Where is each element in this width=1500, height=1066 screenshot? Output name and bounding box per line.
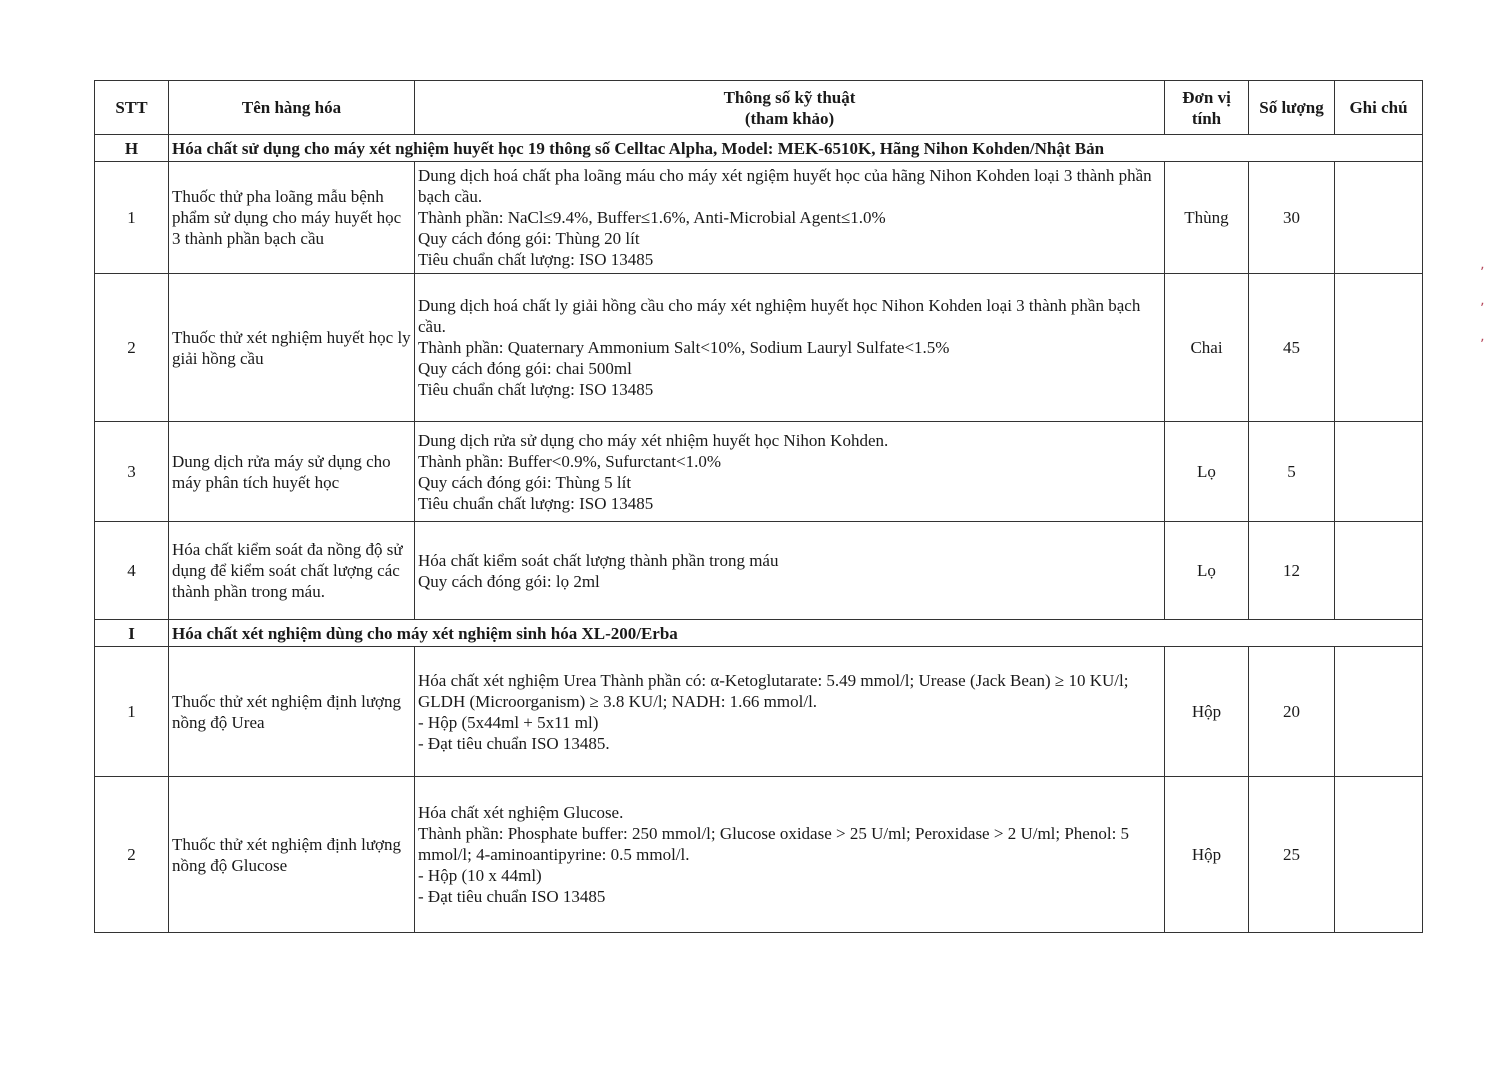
item-spec — [415, 274, 1165, 422]
item-unit: Lọ — [1165, 422, 1249, 522]
item-qty: 30 — [1249, 162, 1335, 274]
header-qty: Số lượng — [1249, 81, 1335, 135]
specification-table — [94, 80, 1423, 933]
spec-line: Quy cách đóng gói: lọ 2ml — [418, 571, 600, 591]
spec-line: Tiêu chuẩn chất lượng: ISO 13485 — [418, 380, 654, 399]
spec-line: Quy cách đóng gói: Thùng 20 lít — [418, 229, 640, 248]
spec-line: Hóa chất xét nghiệm Urea Thành phần có: α-Ketoglutarate: 5.49 mmol/l; Urease (Jack Bean) ≥ 10 KU/l; GLDH (Microorganism) ≥ 3.8 KU/l; NADH: 1.66 mmol/l. — [418, 670, 1129, 711]
spec-line: Quy cách đóng gói: Thùng 5 lít — [418, 472, 632, 492]
item-note — [1335, 522, 1423, 620]
header-name: Tên hàng hóa — [169, 81, 415, 135]
item-stt: 3 — [95, 422, 169, 522]
item-stt: 1 — [95, 162, 169, 274]
table-row — [95, 777, 1423, 933]
spec-line: - Hộp (10 x 44ml) — [418, 866, 542, 885]
page-edge-stamp-mark: ʼ ʼ ʼ — [1480, 265, 1485, 353]
item-spec — [415, 522, 1165, 620]
item-qty: 5 — [1249, 422, 1335, 522]
item-spec — [415, 647, 1165, 777]
table-row — [95, 422, 1423, 522]
item-note — [1335, 647, 1423, 777]
section-title: Hóa chất sử dụng cho máy xét nghiệm huyết học 19 thông số Celltac Alpha, Model: MEK-6510K, Hãng Nihon Kohden/Nhật Bản — [169, 135, 1423, 162]
spec-line: Dung dịch hoá chất ly giải hồng cầu cho máy xét nghiệm huyết học Nihon Kohden loại 3 thành phần bạch cầu. — [418, 296, 1141, 336]
section-row-h — [95, 135, 1423, 162]
item-note — [1335, 274, 1423, 422]
item-qty: 20 — [1249, 647, 1335, 777]
header-spec — [415, 81, 1165, 135]
spec-line: Thành phần: NaCl≤9.4%, Buffer≤1.6%, Anti-Microbial Agent≤1.0% — [418, 208, 886, 227]
table-row — [95, 522, 1423, 620]
item-note — [1335, 162, 1423, 274]
table-row — [95, 274, 1423, 422]
section-row-i — [95, 620, 1423, 647]
spec-line: - Hộp (5x44ml + 5x11 ml) — [418, 712, 599, 732]
item-unit: Lọ — [1165, 522, 1249, 620]
section-title: Hóa chất xét nghiệm dùng cho máy xét nghiệm sinh hóa XL-200/Erba — [169, 620, 1423, 647]
item-note — [1335, 777, 1423, 933]
section-code: I — [95, 620, 169, 647]
item-qty: 45 — [1249, 274, 1335, 422]
header-spec-line1: Thông số kỹ thuật — [723, 87, 856, 107]
item-note — [1335, 422, 1423, 522]
item-spec — [415, 422, 1165, 522]
item-spec — [415, 162, 1165, 274]
spec-line: Thành phần: Buffer<0.9%, Sufurctant<1.0% — [418, 451, 722, 471]
spec-line: Tiêu chuẩn chất lượng: ISO 13485 — [418, 493, 654, 513]
spec-line: - Đạt tiêu chuẩn ISO 13485. — [418, 733, 610, 753]
item-name: Thuốc thử xét nghiệm định lượng nồng độ Urea — [169, 647, 415, 777]
header-spec-line2: (tham khảo) — [744, 108, 835, 128]
header-unit-line1: Đơn vị — [1182, 87, 1231, 107]
item-stt: 2 — [95, 777, 169, 933]
spec-line: Quy cách đóng gói: chai 500ml — [418, 359, 632, 378]
item-spec — [415, 777, 1165, 933]
header-unit-line2: tính — [1191, 108, 1222, 128]
spec-line: Thành phần: Quaternary Ammonium Salt<10%, Sodium Lauryl Sulfate<1.5% — [418, 338, 950, 357]
spec-line: Tiêu chuẩn chất lượng: ISO 13485 — [418, 250, 654, 269]
spec-line: - Đạt tiêu chuẩn ISO 13485 — [418, 887, 606, 906]
header-note: Ghi chú — [1335, 81, 1423, 135]
item-name: Thuốc thử xét nghiệm huyết học ly giải hồng cầu — [169, 274, 415, 422]
item-qty: 12 — [1249, 522, 1335, 620]
item-unit: Hộp — [1165, 647, 1249, 777]
item-name: Thuốc thử pha loãng mẫu bệnh phẩm sử dụng cho máy huyết học 3 thành phần bạch cầu — [169, 162, 415, 274]
table-row — [95, 647, 1423, 777]
spec-line: Thành phần: Phosphate buffer: 250 mmol/l; Glucose oxidase > 25 U/ml; Peroxidase > 2 U/ml; Phenol: 5 mmol/l; 4-aminoantipyrine: 0.5 mmol/l. — [418, 824, 1130, 864]
table-row — [95, 162, 1423, 274]
header-stt: STT — [95, 81, 169, 135]
item-stt: 2 — [95, 274, 169, 422]
header-unit — [1165, 81, 1249, 135]
spec-line: Hóa chất kiểm soát chất lượng thành phần trong máu — [418, 550, 779, 570]
item-name: Thuốc thử xét nghiệm định lượng nồng độ Glucose — [169, 777, 415, 933]
item-unit: Hộp — [1165, 777, 1249, 933]
item-name: Hóa chất kiểm soát đa nồng độ sử dụng để kiểm soát chất lượng các thành phần trong máu. — [169, 522, 415, 620]
item-name: Dung dịch rửa máy sử dụng cho máy phân tích huyết học — [169, 422, 415, 522]
spec-line: Dung dịch hoá chất pha loãng máu cho máy xét ngiệm huyết học của hãng Nihon Kohden loại 3 thành phần bạch cầu. — [418, 166, 1152, 206]
spec-line: Hóa chất xét nghiệm Glucose. — [418, 803, 624, 822]
item-stt: 1 — [95, 647, 169, 777]
item-unit: Chai — [1165, 274, 1249, 422]
spec-line: Dung dịch rửa sử dụng cho máy xét nhiệm huyết học Nihon Kohden. — [418, 430, 889, 450]
item-qty: 25 — [1249, 777, 1335, 933]
section-code: H — [95, 135, 169, 162]
item-unit: Thùng — [1165, 162, 1249, 274]
table-header-row — [95, 81, 1423, 135]
item-stt: 4 — [95, 522, 169, 620]
